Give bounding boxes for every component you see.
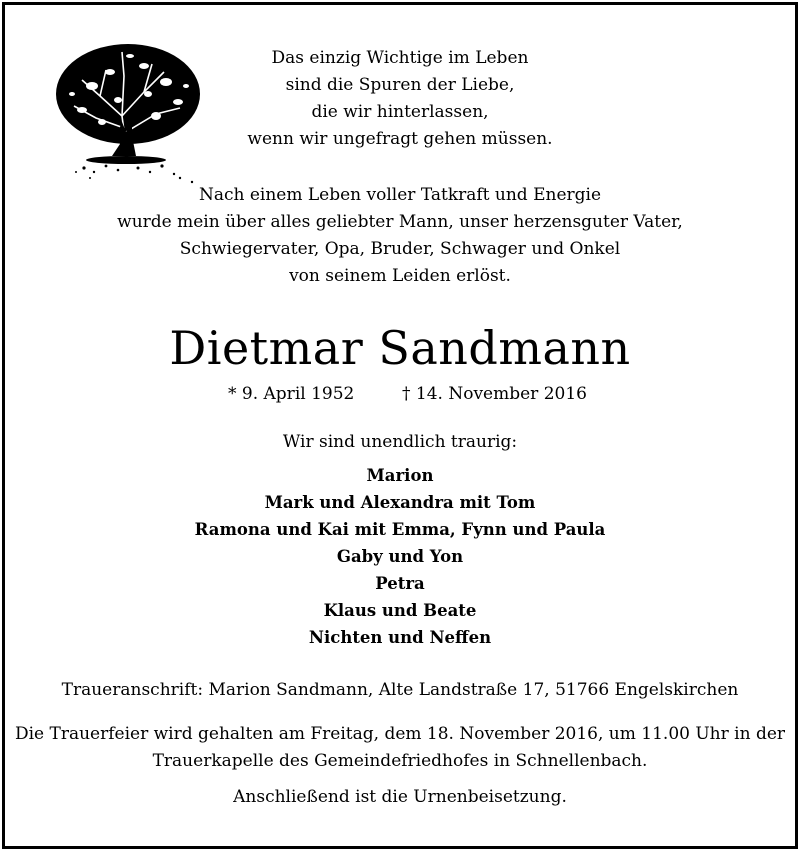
poem-line: wenn wir ungefragt gehen müssen. xyxy=(247,129,553,149)
ceremony-line: Trauerkapelle des Gemeindefriedhofes in Schnellenbach. xyxy=(152,751,648,771)
mourner-name: Ramona und Kai mit Emma, Fynn und Paula xyxy=(194,520,606,539)
poem-line: die wir hinterlassen, xyxy=(311,102,489,122)
mourner-name: Klaus und Beate xyxy=(323,601,477,620)
intro-line: wurde mein über alles geliebter Mann, unser herzensguter Vater, xyxy=(117,212,683,232)
mourner-name: Nichten und Neffen xyxy=(308,628,492,647)
intro-line: von seinem Leiden erlöst. xyxy=(289,266,511,286)
mourner-name: Marion xyxy=(366,466,434,485)
ceremony-line: Die Trauerfeier wird gehalten am Freitag, dem 18. November 2016, um 11.00 Uhr in der xyxy=(14,724,786,744)
poem-line: sind die Spuren der Liebe, xyxy=(285,75,515,95)
deceased-name: Dietmar Sandmann xyxy=(169,321,631,375)
mourner-name: Gaby und Yon xyxy=(336,547,464,566)
mourner-name: Petra xyxy=(375,574,425,593)
death-date: † 14. November 2016 xyxy=(402,384,587,404)
mourner-name: Mark und Alexandra mit Tom xyxy=(264,493,536,512)
burial-note: Anschließend ist die Urnenbeisetzung. xyxy=(233,787,567,807)
birth-date: * 9. April 1952 xyxy=(228,384,355,404)
mourning-line: Wir sind unendlich traurig: xyxy=(282,432,518,452)
mourning-address: Traueranschrift: Marion Sandmann, Alte Landstraße 17, 51766 Engelskirchen xyxy=(61,680,739,700)
intro-line: Nach einem Leben voller Tatkraft und Energie xyxy=(198,185,602,205)
intro-line: Schwiegervater, Opa, Bruder, Schwager und Onkel xyxy=(179,239,621,259)
poem-line: Das einzig Wichtige im Leben xyxy=(271,48,529,68)
